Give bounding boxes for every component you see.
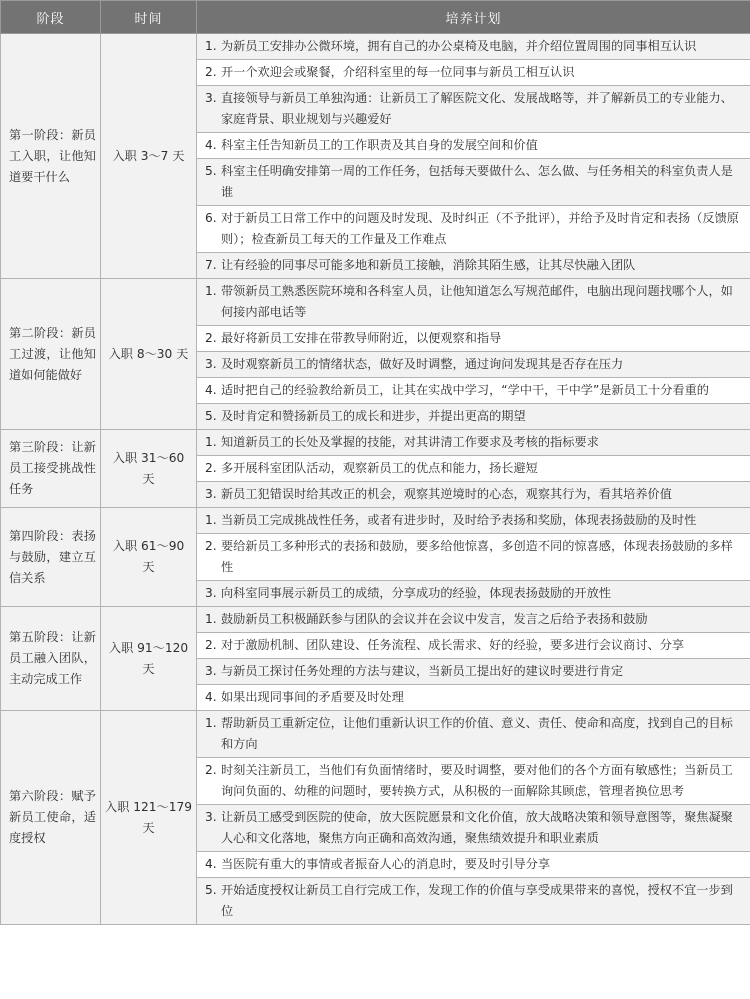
header-row xyxy=(1,1,750,34)
item-number: 3. xyxy=(205,586,217,600)
item-number: 1. xyxy=(205,612,217,626)
plan-item-cell xyxy=(197,430,750,456)
time-cell: 入职 3～7 天 xyxy=(101,34,197,279)
item-text: 多开展科室团队活动，观察新员工的优点和能力，扬长避短 xyxy=(221,461,538,475)
plan-item-cell xyxy=(197,60,750,86)
item-text: 当医院有重大的事情或者振奋人心的消息时，要及时引导分享 xyxy=(221,857,551,871)
item-number: 4. xyxy=(205,690,217,704)
item-text: 开一个欢迎会或聚餐，介绍科室里的每一位同事与新员工相互认识 xyxy=(221,65,575,79)
item-number: 4. xyxy=(205,383,217,397)
item-number: 2. xyxy=(205,65,217,79)
item-number: 3. xyxy=(205,91,217,105)
time-cell: 入职 31～60 天 xyxy=(101,430,197,508)
item-number: 1. xyxy=(205,513,217,527)
item-text: 让有经验的同事尽可能多地和新员工接触，消除其陌生感，让其尽快融入团队 xyxy=(221,258,636,272)
item-text: 科室主任告知新员工的工作职责及其自身的发展空间和价值 xyxy=(221,138,538,152)
plan-item-cell xyxy=(197,206,750,253)
stage-cell: 第一阶段：新员工入职，让他知道要干什么 xyxy=(1,34,101,279)
item-number: 5. xyxy=(205,164,217,178)
item-text: 时刻关注新员工，当他们有负面情绪时，要及时调整，要对他们的各个方面有敏感性；当新员工询问负面的、幼稚的问题时，要转换方式，从积极的一面解除其顾虑，管理者换位思考 xyxy=(221,763,733,798)
stage-cell: 第三阶段：让新员工接受挑战性任务 xyxy=(1,430,101,508)
plan-item-cell xyxy=(197,607,750,633)
item-text: 让新员工感受到医院的使命，放大医院愿景和文化价值，放大战略决策和领导意图等，聚焦凝聚人心和文化落地，聚焦方向正确和高效沟通，聚焦绩效提升和职业素质 xyxy=(221,810,733,845)
plan-item-cell xyxy=(197,534,750,581)
item-text: 向科室同事展示新员工的成绩，分享成功的经验，体现表扬鼓励的开放性 xyxy=(221,586,611,600)
plan-item-cell xyxy=(197,581,750,607)
plan-item-cell xyxy=(197,633,750,659)
plan-item-cell xyxy=(197,758,750,805)
table-row xyxy=(1,711,750,758)
plan-item-cell xyxy=(197,508,750,534)
item-text: 鼓励新员工积极踊跃参与团队的会议并在会议中发言，发言之后给予表扬和鼓励 xyxy=(221,612,648,626)
time-cell: 入职 121～179 天 xyxy=(101,711,197,925)
item-number: 2. xyxy=(205,539,217,553)
item-text: 开始适度授权让新员工自行完成工作，发现工作的价值与享受成果带来的喜悦，授权不宜一步到位 xyxy=(221,883,733,918)
stage-cell: 第五阶段：让新员工融入团队，主动完成工作 xyxy=(1,607,101,711)
plan-item-cell xyxy=(197,159,750,206)
plan-item-cell xyxy=(197,404,750,430)
item-text: 科室主任明确安排第一周的工作任务，包括每天要做什么、怎么做、与任务相关的科室负责人是谁 xyxy=(221,164,733,199)
stage-cell: 第四阶段：表扬与鼓励，建立互信关系 xyxy=(1,508,101,607)
plan-item-cell xyxy=(197,852,750,878)
time-cell: 入职 91～120 天 xyxy=(101,607,197,711)
plan-item-cell xyxy=(197,456,750,482)
item-number: 3. xyxy=(205,357,217,371)
item-text: 如果出现同事间的矛盾要及时处理 xyxy=(221,690,404,704)
item-text: 带领新员工熟悉医院环境和各科室人员，让他知道怎么写规范邮件，电脑出现问题找哪个人，如何接内部电话等 xyxy=(221,284,733,319)
stage-cell: 第二阶段：新员工过渡，让他知道如何能做好 xyxy=(1,279,101,430)
plan-item-cell xyxy=(197,805,750,852)
plan-item-cell xyxy=(197,253,750,279)
item-text: 为新员工安排办公微环境，拥有自己的办公桌椅及电脑，并介绍位置周围的同事相互认识 xyxy=(221,39,697,53)
item-text: 当新员工完成挑战性任务，或者有进步时，及时给予表扬和奖励，体现表扬鼓励的及时性 xyxy=(221,513,697,527)
item-number: 6. xyxy=(205,211,217,225)
item-number: 3. xyxy=(205,487,217,501)
table-row xyxy=(1,508,750,534)
plan-item-cell xyxy=(197,352,750,378)
stage-cell: 第六阶段：赋予新员工使命，适度授权 xyxy=(1,711,101,925)
plan-item-cell xyxy=(197,685,750,711)
item-number: 1. xyxy=(205,435,217,449)
item-text: 直接领导与新员工单独沟通：让新员工了解医院文化、发展战略等，并了解新员工的专业能力、家庭背景、职业规划与兴趣爱好 xyxy=(221,91,733,126)
plan-item-cell xyxy=(197,34,750,60)
plan-item-cell xyxy=(197,878,750,925)
plan-item-cell xyxy=(197,711,750,758)
table-row xyxy=(1,607,750,633)
plan-item-cell xyxy=(197,378,750,404)
item-number: 1. xyxy=(205,716,217,730)
item-number: 7. xyxy=(205,258,217,272)
item-number: 2. xyxy=(205,461,217,475)
header-plan: 培养计划 xyxy=(197,1,750,34)
table-body xyxy=(1,34,750,925)
plan-item-cell xyxy=(197,279,750,326)
table-row xyxy=(1,34,750,60)
item-number: 2. xyxy=(205,763,217,777)
item-number: 5. xyxy=(205,883,217,897)
item-number: 1. xyxy=(205,39,217,53)
plan-item-cell xyxy=(197,482,750,508)
item-text: 及时观察新员工的情绪状态，做好及时调整，通过询问发现其是否存在压力 xyxy=(221,357,624,371)
header-time: 时间 xyxy=(101,1,197,34)
item-text: 新员工犯错误时给其改正的机会，观察其逆境时的心态，观察其行为，看其培养价值 xyxy=(221,487,672,501)
item-text: 帮助新员工重新定位，让他们重新认识工作的价值、意义、责任、使命和高度，找到自己的目标和方向 xyxy=(221,716,733,751)
item-text: 知道新员工的长处及掌握的技能，对其讲清工作要求及考核的指标要求 xyxy=(221,435,599,449)
item-number: 2. xyxy=(205,638,217,652)
item-number: 4. xyxy=(205,857,217,871)
item-number: 2. xyxy=(205,331,217,345)
item-text: 与新员工探讨任务处理的方法与建议，当新员工提出好的建议时要进行肯定 xyxy=(221,664,624,678)
item-number: 1. xyxy=(205,284,217,298)
plan-item-cell xyxy=(197,659,750,685)
plan-item-cell xyxy=(197,86,750,133)
item-number: 4. xyxy=(205,138,217,152)
item-number: 3. xyxy=(205,664,217,678)
item-text: 要给新员工多种形式的表扬和鼓励，要多给他惊喜，多创造不同的惊喜感，体现表扬鼓励的多样性 xyxy=(221,539,733,574)
item-text: 对于激励机制、团队建设、任务流程、成长需求、好的经验，要多进行会议商讨、分享 xyxy=(221,638,685,652)
item-number: 3. xyxy=(205,810,217,824)
item-number: 5. xyxy=(205,409,217,423)
table-row xyxy=(1,430,750,456)
table-row xyxy=(1,279,750,326)
header-stage: 阶段 xyxy=(1,1,101,34)
item-text: 最好将新员工安排在带教导师附近，以便观察和指导 xyxy=(221,331,502,345)
item-text: 及时肯定和赞扬新员工的成长和进步，并提出更高的期望 xyxy=(221,409,526,423)
plan-item-cell xyxy=(197,133,750,159)
item-text: 对于新员工日常工作中的问题及时发现、及时纠正（不予批评），并给予及时肯定和表扬（反馈原则）；检查新员工每天的工作量及工作难点 xyxy=(221,211,739,246)
plan-item-cell xyxy=(197,326,750,352)
time-cell: 入职 8～30 天 xyxy=(101,279,197,430)
time-cell: 入职 61～90 天 xyxy=(101,508,197,607)
item-text: 适时把自己的经验教给新员工，让其在实战中学习，“学中干，干中学”是新员工十分看重的 xyxy=(221,383,709,397)
